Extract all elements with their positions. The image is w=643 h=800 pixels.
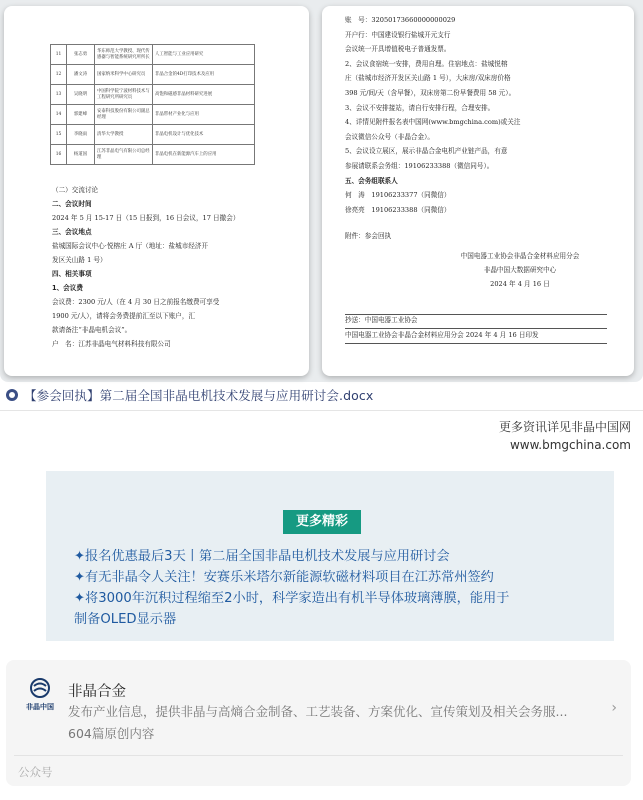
table-cell-org: 华东师范大学教授、现代传感器与智能系统研究所所长 (95, 45, 153, 65)
divider (345, 343, 607, 344)
document-line: 会议费：2300 元/人（在 4 月 30 日之前报名缴费可享受 (52, 298, 220, 306)
table-row (51, 105, 255, 125)
document-line: 账 号：32050173660000000029 (345, 16, 456, 24)
logo-text: 非晶中国 (26, 703, 54, 711)
table-cell-topic: 非晶带材产业化与应用 (153, 105, 255, 125)
account-name: 非晶合金 (68, 684, 126, 700)
document-line: 徐亮亮 19106233388（同微信） (345, 205, 451, 214)
document-line: 5、会议设立展区，展示非晶合金电机产业链产品，有意 (345, 147, 508, 156)
divider (0, 410, 643, 411)
table-cell-name: 杨道国 (67, 145, 95, 165)
document-line: 二、会议时间 (52, 200, 92, 208)
document-line: 参展请联系会务组：19106233388（微信同号）。 (345, 162, 494, 170)
document-line: 4、详情见附件报名表中国网(www.bmgchina.com)或关注 (345, 118, 521, 127)
issue-footer: 中国电器工业协会非晶合金材料应用分会 2024 年 4 月 16 日印发 (345, 331, 539, 339)
document-line: 盐城国际会议中心·悦榕庄 A 厅（地址：盐城市经济开 (52, 242, 209, 250)
document-line: 398 元/间/天（含早餐），双床房第二份早餐费用 58 元）。 (345, 89, 516, 97)
table-cell-org: 中国科学院宁波材料技术与工程研究所研究员 (95, 85, 153, 105)
table-row (51, 65, 255, 85)
account-description: 发布产业信息，提供非晶与高熵合金制备、工艺装备、方案优化、宣传策划及相关会务服... (68, 704, 568, 719)
document-line: 开户行：中国建设银行盐城开元支行 (345, 30, 451, 39)
table-cell-name: 潘文涛 (67, 65, 95, 85)
document-line: 五、会务组联系人 (345, 176, 398, 185)
document-line: 户 名：江苏非晶电气材料科技有限公司 (52, 340, 171, 348)
website-url: www.bmgchina.com (509, 438, 631, 452)
divider (14, 755, 623, 756)
article-link-3-cont[interactable]: 制备OLED显示器 (74, 612, 177, 627)
more-highlights-title: 更多精彩 (283, 510, 361, 534)
table-cell-org: 国家纳米科学中心研究员 (95, 65, 153, 85)
account-profile-link[interactable] (6, 660, 631, 748)
link-icon (6, 389, 18, 401)
table-cell-no: 13 (51, 85, 67, 105)
table-row (51, 45, 255, 65)
signature-org-2: 非晶中国大数据研究中心 (483, 266, 557, 274)
table-cell-topic: 非晶电机在新能源汽车上的应用 (153, 145, 255, 165)
table-cell-topic: 非晶电机设计与优化技术 (153, 125, 255, 145)
table-cell-org: 清华大学教授 (95, 125, 153, 145)
account-logo (20, 678, 60, 722)
table-cell-no: 15 (51, 125, 67, 145)
document-line: 三、会议地点 (52, 228, 92, 236)
document-line: 会议统一开具增值税电子普通发票。 (345, 45, 451, 54)
brand-logo-icon (30, 678, 50, 698)
table-cell-name: 张志勇 (67, 45, 95, 65)
attachment-link[interactable] (6, 386, 373, 404)
more-highlights-list (74, 546, 594, 630)
signature-org-1: 中国电器工业协会非晶合金材料应用分会 (460, 252, 580, 260)
speaker-table (50, 44, 255, 165)
table-cell-no: 12 (51, 65, 67, 85)
table-cell-topic: 人工智能与工业应用研究 (153, 45, 255, 65)
document-line: 庄（盐城市经济开发区关山路 1 号），大床房/双床房价格 (345, 74, 511, 83)
card-footer-label: 公众号 (18, 765, 53, 779)
document-line: 何 涛 19106233377（同微信） (345, 191, 451, 200)
signature-date: 2024 年 4 月 16 日 (490, 280, 550, 288)
table-cell-name: 李晓雨 (67, 125, 95, 145)
table-row (51, 145, 255, 165)
table-cell-name: 郭建峰 (67, 105, 95, 125)
table-cell-name: 吴晓明 (67, 85, 95, 105)
document-preview-image[interactable] (0, 0, 643, 382)
document-line: 3、会议不安排接站，请自行安排行程，合理安排。 (345, 103, 495, 112)
table-row (51, 85, 255, 105)
table-cell-org: 江苏非晶电气有限公司总经理 (95, 145, 153, 165)
more-info-line: 更多资讯详见非晶中国网 (498, 420, 631, 434)
article-count: 604篇原创内容 (68, 726, 155, 741)
chevron-right-icon: › (611, 700, 617, 716)
document-line: （二）交流讨论 (52, 186, 99, 194)
document-line: 2、会议食宿统一安排，费用自理。住宿地点：盐城悦榕 (345, 59, 508, 68)
document-line: 四、相关事项 (52, 270, 92, 278)
document-line: 会议微信公众号（非晶合金）。 (345, 132, 435, 141)
attachment-label: 【参会回执】第二届全国非晶电机技术发展与应用研讨会.docx (24, 388, 374, 403)
table-cell-topic: 高饱和磁感非晶材料研究进展 (153, 85, 255, 105)
more-info-note (499, 418, 631, 454)
document-line: 发区关山路 1 号） (52, 256, 107, 264)
document-line: 1900 元/人），请将会务费提前汇至以下账户，汇 (52, 312, 196, 320)
table-cell-no: 14 (51, 105, 67, 125)
table-cell-no: 16 (51, 145, 67, 165)
table-row (51, 125, 255, 145)
article-link-2[interactable]: ✦有无非晶令人关注！安赛乐米塔尔新能源软磁材料项目在江苏常州签约 (74, 570, 494, 585)
article-link-1[interactable]: ✦报名优惠最后3天丨第二届全国非晶电机技术发展与应用研讨会 (74, 549, 450, 564)
document-line: 款请备注“非晶电机会议”。 (52, 326, 132, 334)
account-card (6, 660, 631, 786)
document-line: 2024 年 5 月 15-17 日（15 日报到，16 日会议，17 日撤会） (52, 214, 240, 222)
document-line: 1、会议费 (52, 284, 83, 292)
table-cell-topic: 非晶合金的4D打印技术及应用 (153, 65, 255, 85)
cc-line: 抄送：中国电器工业协会 (345, 316, 418, 324)
table-cell-no: 11 (51, 45, 67, 65)
article-link-3[interactable]: ✦将3000年沉积过程缩至2小时，科学家造出有机半导体玻璃薄膜，能用于 (74, 591, 510, 606)
table-cell-org: 安泰科技股份有限公司副总经理 (95, 105, 153, 125)
document-line: 附件：参会回执 (345, 232, 392, 240)
